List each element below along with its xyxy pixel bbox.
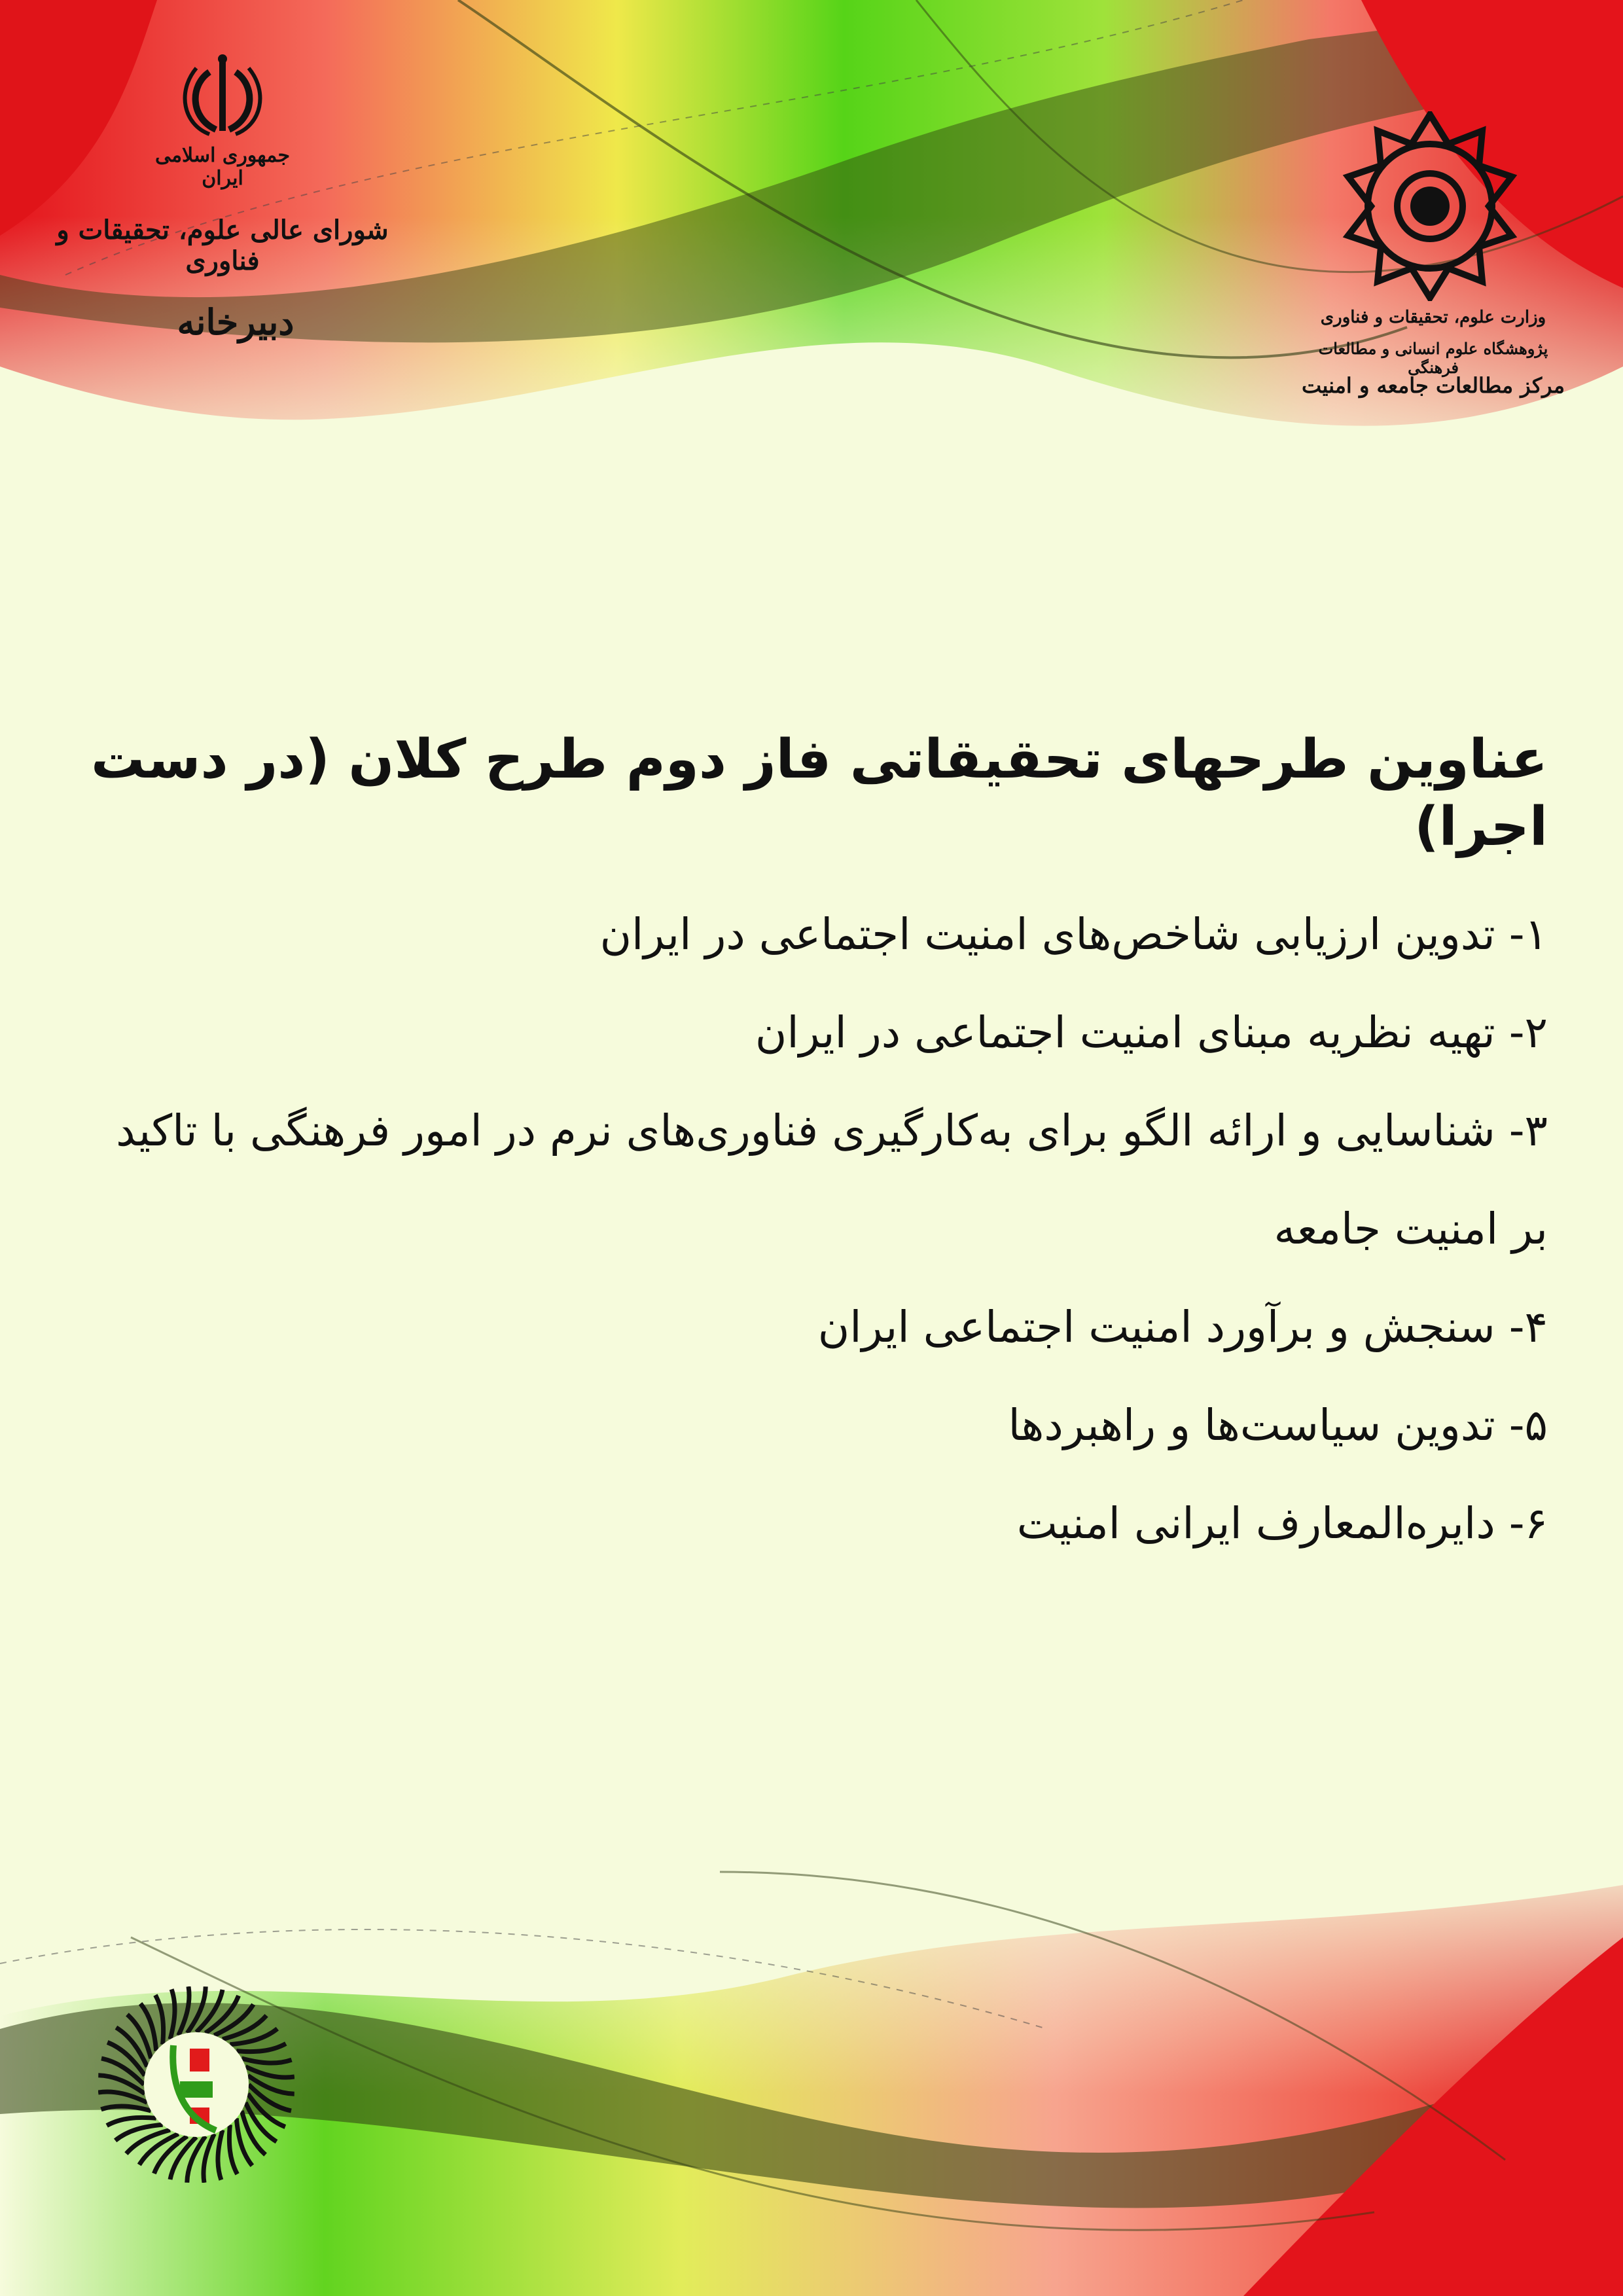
logo-line-secretariat: دبیرخانه — [177, 301, 294, 343]
logo-line-country: جمهوری اسلامی ایران — [154, 144, 291, 190]
list-item: ۶- دایره‌المعارف ایرانی امنیت — [1016, 1498, 1548, 1549]
star-rosette-icon — [1335, 111, 1525, 301]
list-item: ۲- تهیه نظریه مبنای امنیت اجتماعی در ایران — [755, 1007, 1548, 1058]
list-item: ۴- سنجش و برآورد امنیت اجتماعی ایران — [817, 1302, 1548, 1352]
logo-line-center: مرکز مطالعات جامعه و امنیت — [1302, 373, 1565, 398]
logo-line-ministry: وزارت علوم، تحقیقات و فناوری — [1320, 308, 1546, 327]
research-institute-logo — [1296, 111, 1571, 439]
list-item: ۱- تدوین ارزیابی شاخص‌های امنیت اجتماعی در ایران — [599, 909, 1548, 960]
project-list — [79, 886, 1548, 1573]
swirl-emblem-icon — [98, 1986, 294, 2183]
list-item: ۳- شناسایی و ارائه الگو برای به‌کارگیری فناوری‌های نرم در امور فرهنگی با تاکید بر امنیت جامعه — [116, 1105, 1548, 1254]
page-title: عناوین طرحهای تحقیقاتی فاز دوم طرح کلان (در دست اجرا) — [91, 728, 1548, 858]
iran-emblem-icon — [170, 52, 275, 137]
main-content — [79, 726, 1548, 1573]
council-logo — [52, 52, 393, 419]
list-item: ۵- تدوین سیاست‌ها و راهبردها — [1008, 1400, 1548, 1450]
logo-line-institute: پژوهشگاه علوم انسانی و مطالعات فرهنگی — [1318, 339, 1548, 377]
logo-line-council: شورای عالی علوم، تحقیقات و فناوری — [56, 215, 389, 276]
